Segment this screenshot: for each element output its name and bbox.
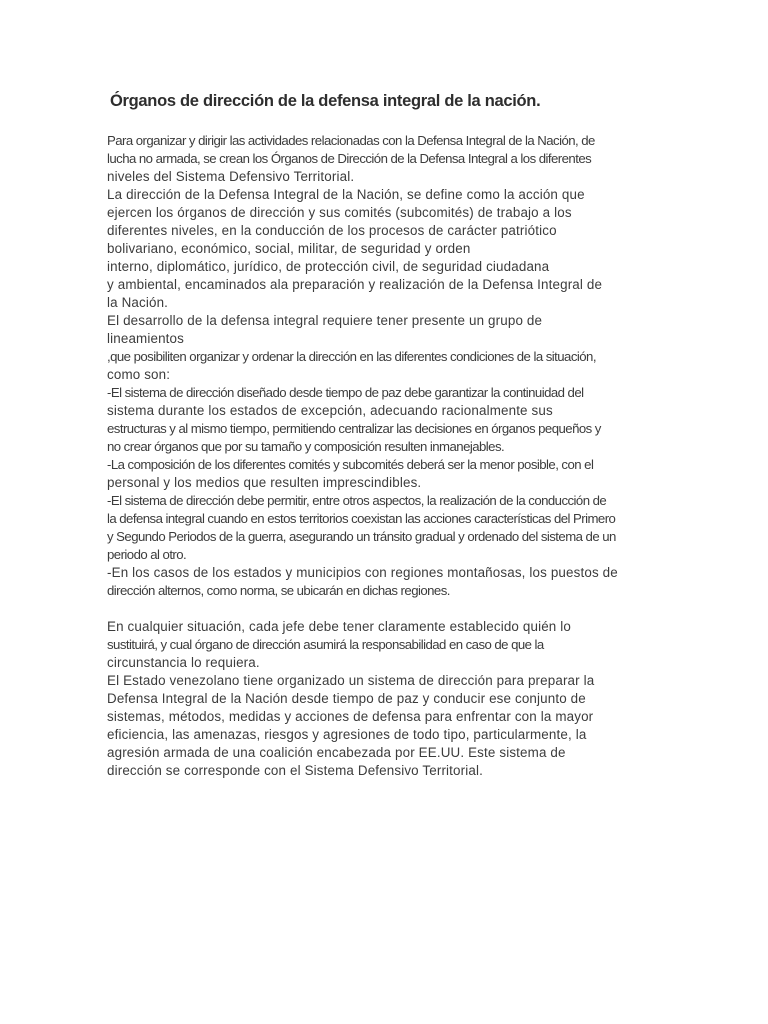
text-line: periodo al otro.: [107, 547, 187, 562]
text-line: agresión armada de una coalición encabezada por EE.UU. Este sistema de: [107, 745, 566, 760]
text-line: la defensa integral cuando en estos territorios coexistan las acciones características del Primero: [107, 511, 616, 526]
text-line: En cualquier situación, cada jefe debe tener claramente establecido quién lo: [107, 619, 572, 634]
text-line: dirección se corresponde con el Sistema Defensivo Territorial.: [107, 763, 483, 778]
text-line: niveles del Sistema Defensivo Territorial.: [107, 169, 355, 184]
text-line: interno, diplomático, jurídico, de protección civil, de seguridad ciudadana: [107, 259, 550, 274]
text-line: El desarrollo de la defensa integral requiere tener presente un grupo de: [107, 313, 543, 328]
text-line: lineamientos: [107, 331, 184, 346]
text-line: estructuras y al mismo tiempo, permitiendo centralizar las decisiones en órganos pequeños y: [107, 421, 601, 436]
text-line: El Estado venezolano tiene organizado un sistema de dirección para preparar la: [107, 673, 595, 688]
text-line: como son:: [107, 367, 171, 382]
text-line: lucha no armada, se crean los Órganos de Dirección de la Defensa Integral a los diferentes: [107, 151, 592, 166]
paragraph-gap: [107, 600, 667, 618]
text-line: diferentes niveles, en la conducción de los procesos de carácter patriótico: [107, 223, 557, 238]
text-line: La dirección de la Defensa Integral de la Nación, se define como la acción que: [107, 187, 585, 202]
text-line: y Segundo Periodos de la guerra, asegurando un tránsito gradual y ordenado del sistema de un: [107, 529, 616, 544]
text-line: -La composición de los diferentes comités y subcomités deberá ser la menor posible, con el: [107, 457, 594, 472]
text-line: -El sistema de dirección debe permitir, entre otros aspectos, la realización de la conducción de: [107, 493, 607, 508]
text-line: no crear órganos que por su tamaño y composición resulten inmanejables.: [107, 439, 505, 454]
text-line: y ambiental, encaminados ala preparación y realización de la Defensa Integral de: [107, 277, 603, 292]
text-line: circunstancia lo requiera.: [107, 655, 260, 670]
document-title: Órganos de dirección de la defensa integral de la nación.: [110, 92, 541, 110]
text-line: sustituirá, y cual órgano de dirección asumirá la responsabilidad en caso de que la: [107, 637, 544, 652]
text-line: bolivariano, económico, social, militar, de seguridad y orden: [107, 241, 471, 256]
text-line: personal y los medios que resulten imprescindibles.: [107, 475, 422, 490]
text-line: ,que posibiliten organizar y ordenar la dirección en las diferentes condiciones de la situación,: [107, 349, 596, 364]
text-line: -El sistema de dirección diseñado desde tiempo de paz debe garantizar la continuidad del: [107, 385, 584, 400]
text-line: la Nación.: [107, 295, 169, 310]
document-body: [107, 132, 667, 780]
text-line: sistema durante los estados de excepción, adecuando racionalmente sus: [107, 403, 553, 418]
text-line: eficiencia, las amenazas, riesgos y agresiones de todo tipo, particularmente, la: [107, 727, 587, 742]
text-line: Defensa Integral de la Nación desde tiempo de paz y conducir ese conjunto de: [107, 691, 586, 706]
text-line: dirección alternos, como norma, se ubicarán en dichas regiones.: [107, 583, 450, 598]
text-line: ejercen los órganos de dirección y sus comités (subcomités) de trabajo a los: [107, 205, 572, 220]
text-line: sistemas, métodos, medidas y acciones de defensa para enfrentar con la mayor: [107, 709, 594, 724]
text-line: -En los casos de los estados y municipios con regiones montañosas, los puestos de: [107, 565, 618, 580]
text-line: Para organizar y dirigir las actividades relacionadas con la Defensa Integral de la Nación, de: [107, 133, 595, 148]
